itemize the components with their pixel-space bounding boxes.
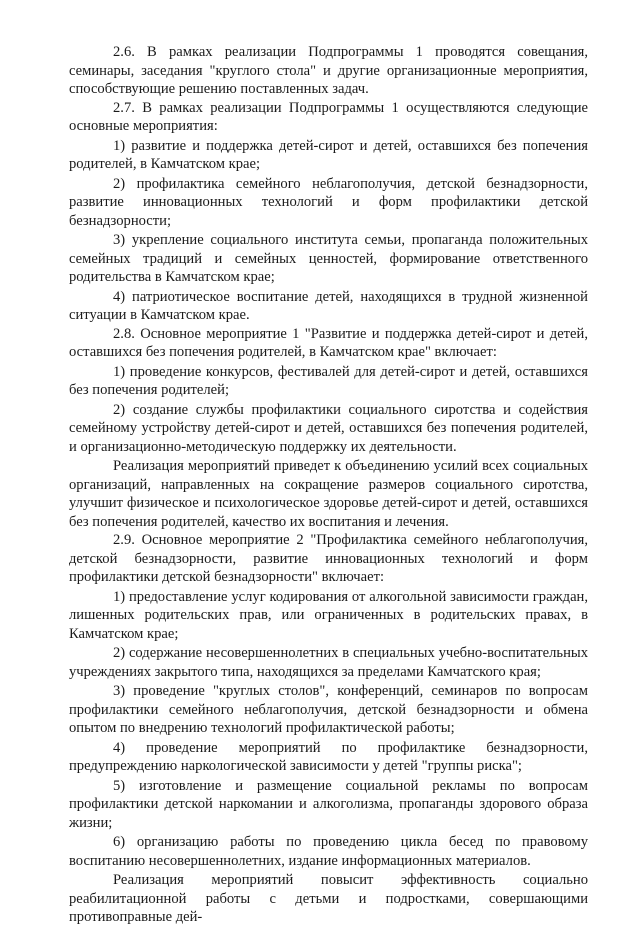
list-item-2-8-1: 1) проведение конкурсов, фестивалей для детей-сирот и детей, оставшихся без попечения родителей;	[69, 363, 588, 398]
paragraph-2-7: 2.7. В рамках реализации Подпрограммы 1 осуществляются следующие основные мероприятия:	[69, 99, 588, 134]
list-item-2-9-5: 5) изготовление и размещение социальной рекламы по вопросам профилактики детской наркомании и алкоголизма, пропаганды здорового образа жизни;	[69, 777, 588, 831]
paragraph-2-6: 2.6. В рамках реализации Подпрограммы 1 проводятся совещания, семинары, заседания "круглого стола" и другие организационные мероприятия, способствующие решению поставленных задач.	[69, 44, 588, 97]
list-item-2-9-1: 1) предоставление услуг кодирования от алкогольной зависимости граждан, лишенных родительских прав, или ограниченных в родительских правах, в Камчатском крае;	[69, 588, 588, 642]
list-item-2-8-2: 2) создание службы профилактики социального сиротства и содействия семейному устройству детей-сирот и детей, оставшихся без попечения родителей, и организационно-методическую поддержку их деятельности.	[69, 401, 588, 455]
paragraph-2-9: 2.9. Основное мероприятие 2 "Профилактика семейного неблагополучия, детской безнадзорности, развитие инновационных технологий и форм профилактики детской безнадзорности" включает:	[69, 532, 588, 585]
list-item-2-7-2: 2) профилактика семейного неблагополучия, детской безнадзорности, развитие инновационных технологий и форм профилактики детской безнадзорности;	[69, 175, 588, 229]
list-item-2-7-1: 1) развитие и поддержка детей-сирот и детей, оставшихся без попечения родителей, в Камчатском крае;	[69, 137, 588, 172]
list-item-2-7-4: 4) патриотическое воспитание детей, находящихся в трудной жизненной ситуации в Камчатском крае.	[69, 288, 588, 323]
paragraph-result-1: Реализация мероприятий приведет к объединению усилий всех социальных организаций, направленных на сокращение размеров социального сиротства, улучшит физическое и психологическое здоровье детей-сирот и детей, оставшихся без попечения родителей, качество их воспитания и лечения.	[69, 458, 588, 530]
list-item-2-9-2: 2) содержание несовершеннолетних в специальных учебно-воспитательных учреждениях закрытого типа, находящихся за пределами Камчатского края;	[69, 645, 588, 680]
paragraph-result-2: Реализация мероприятий повысит эффективность социально реабилитационной работы с детьми и подростками, совершающими противоправные дей-	[69, 872, 588, 925]
document-body	[69, 43, 588, 927]
list-item-2-9-6: 6) организацию работы по проведению цикла бесед по правовому воспитанию несовершеннолетних, издание информационных материалов.	[69, 834, 588, 869]
list-item-2-9-4: 4) проведение мероприятий по профилактике безнадзорности, предупреждению наркологической зависимости у детей "группы риска";	[69, 739, 588, 774]
list-item-2-7-3: 3) укрепление социального института семьи, пропаганда положительных семейных традиций и семейных ценностей, формирование ответственного родительства в Камчатском крае;	[69, 232, 588, 285]
list-item-2-9-3: 3) проведение "круглых столов", конференций, семинаров по вопросам профилактики семейного неблагополучия, детской безнадзорности и обмена опытом по внедрению технологий профилактической работы;	[69, 683, 588, 736]
paragraph-2-8: 2.8. Основное мероприятие 1 "Развитие и поддержка детей-сирот и детей, оставшихся без попечения родителей, в Камчатском крае" включает:	[69, 325, 588, 360]
